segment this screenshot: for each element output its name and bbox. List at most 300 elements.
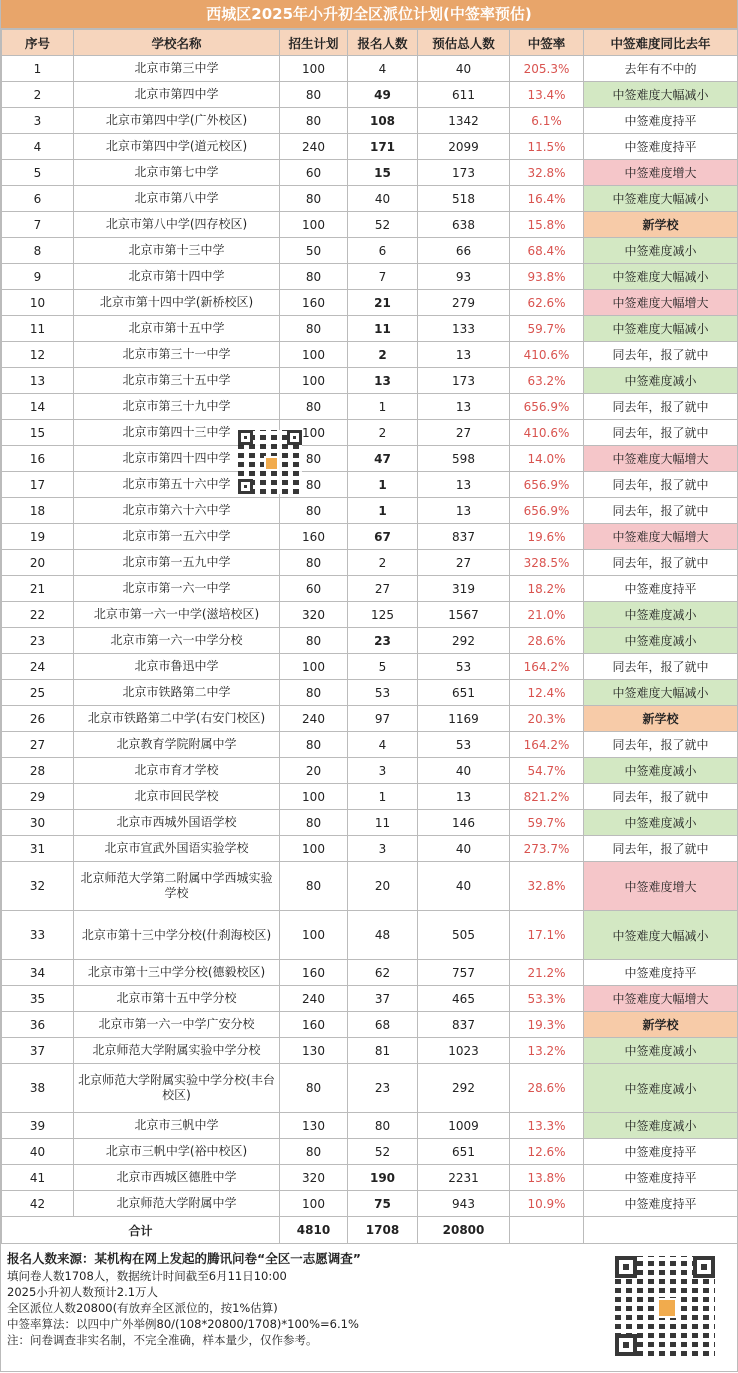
row-apply: 11 [348, 316, 418, 342]
row-diff: 同去年，报了就中 [584, 732, 738, 758]
row-school-name: 北京市铁路第二中学(右安门校区) [74, 706, 280, 732]
row-school-name: 北京市三帆中学 [74, 1113, 280, 1139]
row-no: 9 [2, 264, 74, 290]
row-school-name: 北京市第四中学(道元校区) [74, 134, 280, 160]
table-row [2, 1113, 738, 1139]
row-rate: 410.6% [510, 420, 584, 446]
row-est: 13 [418, 498, 510, 524]
row-no: 40 [2, 1139, 74, 1165]
row-plan: 100 [280, 342, 348, 368]
col-header-rate: 中签率 [510, 30, 584, 56]
row-no: 33 [2, 911, 74, 960]
row-school-name: 北京教育学院附属中学 [74, 732, 280, 758]
page-title: 西城区2025年小升初全区派位计划(中签率预估) [1, 0, 737, 29]
row-plan: 240 [280, 986, 348, 1012]
row-school-name: 北京市第八中学(四存校区) [74, 212, 280, 238]
row-diff: 新学校 [584, 706, 738, 732]
row-est: 27 [418, 420, 510, 446]
table-row [2, 290, 738, 316]
total-row [2, 1217, 738, 1244]
row-diff: 同去年，报了就中 [584, 342, 738, 368]
row-est: 13 [418, 394, 510, 420]
allocation-table [1, 29, 738, 1244]
row-school-name: 北京市第四十三中学 [74, 420, 280, 446]
row-apply: 3 [348, 758, 418, 784]
row-school-name: 北京市第三十九中学 [74, 394, 280, 420]
row-rate: 20.3% [510, 706, 584, 732]
row-rate: 656.9% [510, 498, 584, 524]
row-est: 1169 [418, 706, 510, 732]
row-rate: 10.9% [510, 1191, 584, 1217]
row-school-name: 北京市第五十六中学 [74, 472, 280, 498]
row-no: 25 [2, 680, 74, 706]
notes [1, 1244, 737, 1372]
row-no: 41 [2, 1165, 74, 1191]
row-diff: 中签难度持平 [584, 1165, 738, 1191]
row-diff: 同去年，报了就中 [584, 654, 738, 680]
row-rate: 54.7% [510, 758, 584, 784]
table-row [2, 160, 738, 186]
table-row [2, 706, 738, 732]
row-est: 837 [418, 1012, 510, 1038]
row-apply: 81 [348, 1038, 418, 1064]
row-apply: 75 [348, 1191, 418, 1217]
row-est: 837 [418, 524, 510, 550]
row-diff: 中签难度持平 [584, 960, 738, 986]
row-school-name: 北京市第一六一中学 [74, 576, 280, 602]
row-no: 42 [2, 1191, 74, 1217]
row-apply: 4 [348, 56, 418, 82]
table-row [2, 911, 738, 960]
row-apply: 23 [348, 628, 418, 654]
row-apply: 1 [348, 498, 418, 524]
row-diff: 同去年，报了就中 [584, 394, 738, 420]
row-est: 651 [418, 680, 510, 706]
table-body [2, 56, 738, 1217]
row-apply: 27 [348, 576, 418, 602]
row-diff: 同去年，报了就中 [584, 420, 738, 446]
row-apply: 108 [348, 108, 418, 134]
total-diff-empty [584, 1217, 738, 1244]
row-est: 13 [418, 342, 510, 368]
row-no: 14 [2, 394, 74, 420]
row-school-name: 北京市第六十六中学 [74, 498, 280, 524]
row-est: 2231 [418, 1165, 510, 1191]
row-rate: 21.0% [510, 602, 584, 628]
row-rate: 13.8% [510, 1165, 584, 1191]
row-rate: 28.6% [510, 628, 584, 654]
row-rate: 164.2% [510, 654, 584, 680]
table-row [2, 472, 738, 498]
row-diff: 新学校 [584, 212, 738, 238]
table-row [2, 498, 738, 524]
row-plan: 80 [280, 810, 348, 836]
row-apply: 40 [348, 186, 418, 212]
row-no: 17 [2, 472, 74, 498]
row-plan: 20 [280, 758, 348, 784]
row-school-name: 北京师范大学第二附属中学西城实验学校 [74, 862, 280, 911]
row-est: 465 [418, 986, 510, 1012]
row-est: 40 [418, 56, 510, 82]
row-school-name: 北京师范大学附属中学 [74, 1191, 280, 1217]
row-rate: 164.2% [510, 732, 584, 758]
row-plan: 80 [280, 1139, 348, 1165]
row-rate: 15.8% [510, 212, 584, 238]
row-rate: 53.3% [510, 986, 584, 1012]
row-diff: 中签难度大幅增大 [584, 290, 738, 316]
row-est: 292 [418, 1064, 510, 1113]
row-plan: 50 [280, 238, 348, 264]
row-est: 611 [418, 82, 510, 108]
row-plan: 240 [280, 706, 348, 732]
row-diff: 中签难度持平 [584, 1139, 738, 1165]
row-no: 36 [2, 1012, 74, 1038]
table-row [2, 524, 738, 550]
row-apply: 21 [348, 290, 418, 316]
row-rate: 62.6% [510, 290, 584, 316]
row-apply: 1 [348, 784, 418, 810]
row-est: 40 [418, 862, 510, 911]
row-diff: 同去年，报了就中 [584, 498, 738, 524]
row-school-name: 北京市第十三中学 [74, 238, 280, 264]
row-school-name: 北京市第四中学(广外校区) [74, 108, 280, 134]
row-school-name: 北京市第七中学 [74, 160, 280, 186]
row-rate: 656.9% [510, 394, 584, 420]
row-no: 27 [2, 732, 74, 758]
note-line: 中签率算法：以四中广外举例80/(108*20800/1708)*100%=6.1% [7, 1317, 359, 1331]
table-row [2, 654, 738, 680]
row-plan: 80 [280, 82, 348, 108]
row-apply: 11 [348, 810, 418, 836]
row-rate: 328.5% [510, 550, 584, 576]
row-school-name: 北京市第一五六中学 [74, 524, 280, 550]
row-no: 32 [2, 862, 74, 911]
table-row [2, 758, 738, 784]
row-apply: 125 [348, 602, 418, 628]
row-no: 22 [2, 602, 74, 628]
total-label: 合计 [2, 1217, 280, 1244]
row-plan: 100 [280, 784, 348, 810]
row-est: 292 [418, 628, 510, 654]
row-diff: 中签难度减小 [584, 628, 738, 654]
row-plan: 80 [280, 264, 348, 290]
row-plan: 130 [280, 1038, 348, 1064]
table-row [2, 576, 738, 602]
total-rate-empty [510, 1217, 584, 1244]
row-diff: 中签难度增大 [584, 862, 738, 911]
row-plan: 80 [280, 108, 348, 134]
table-row [2, 1038, 738, 1064]
row-rate: 19.3% [510, 1012, 584, 1038]
row-rate: 17.1% [510, 911, 584, 960]
row-plan: 80 [280, 186, 348, 212]
row-rate: 93.8% [510, 264, 584, 290]
row-no: 15 [2, 420, 74, 446]
row-apply: 68 [348, 1012, 418, 1038]
table-row [2, 550, 738, 576]
row-plan: 100 [280, 836, 348, 862]
source-note: 报名人数来源：某机构在网上发起的腾讯问卷“全区一志愿调查” [7, 1251, 361, 1266]
row-plan: 160 [280, 1012, 348, 1038]
row-rate: 13.2% [510, 1038, 584, 1064]
row-rate: 273.7% [510, 836, 584, 862]
table-row [2, 1139, 738, 1165]
row-school-name: 北京市第八中学 [74, 186, 280, 212]
header-row [2, 30, 738, 56]
row-apply: 6 [348, 238, 418, 264]
row-school-name: 北京市育才学校 [74, 758, 280, 784]
row-apply: 13 [348, 368, 418, 394]
row-est: 1023 [418, 1038, 510, 1064]
row-diff: 中签难度减小 [584, 1064, 738, 1113]
row-apply: 49 [348, 82, 418, 108]
row-school-name: 北京市第三十一中学 [74, 342, 280, 368]
table-row [2, 1064, 738, 1113]
row-apply: 80 [348, 1113, 418, 1139]
row-no: 3 [2, 108, 74, 134]
row-no: 35 [2, 986, 74, 1012]
col-header-no: 序号 [2, 30, 74, 56]
table-row [2, 394, 738, 420]
row-no: 6 [2, 186, 74, 212]
row-plan: 80 [280, 394, 348, 420]
total-apply: 1708 [348, 1217, 418, 1244]
row-diff: 中签难度减小 [584, 1038, 738, 1064]
row-rate: 28.6% [510, 1064, 584, 1113]
row-plan: 100 [280, 56, 348, 82]
table-row [2, 316, 738, 342]
table-row [2, 1191, 738, 1217]
row-plan: 60 [280, 160, 348, 186]
row-plan: 320 [280, 602, 348, 628]
col-header-est: 预估总人数 [418, 30, 510, 56]
row-est: 53 [418, 654, 510, 680]
row-plan: 240 [280, 134, 348, 160]
table-row [2, 264, 738, 290]
row-est: 598 [418, 446, 510, 472]
row-diff: 中签难度减小 [584, 810, 738, 836]
row-diff: 中签难度减小 [584, 758, 738, 784]
row-diff: 同去年，报了就中 [584, 472, 738, 498]
row-est: 2099 [418, 134, 510, 160]
row-diff: 中签难度持平 [584, 108, 738, 134]
row-apply: 53 [348, 680, 418, 706]
row-est: 518 [418, 186, 510, 212]
row-diff: 中签难度持平 [584, 1191, 738, 1217]
row-diff: 中签难度持平 [584, 576, 738, 602]
row-school-name: 北京市宣武外国语实验学校 [74, 836, 280, 862]
row-apply: 37 [348, 986, 418, 1012]
row-diff: 中签难度大幅减小 [584, 316, 738, 342]
row-school-name: 北京市第十三中学分校(德毅校区) [74, 960, 280, 986]
row-est: 146 [418, 810, 510, 836]
row-est: 13 [418, 784, 510, 810]
row-est: 1009 [418, 1113, 510, 1139]
row-rate: 21.2% [510, 960, 584, 986]
row-school-name: 北京市第一五九中学 [74, 550, 280, 576]
row-apply: 23 [348, 1064, 418, 1113]
row-est: 27 [418, 550, 510, 576]
row-apply: 52 [348, 212, 418, 238]
row-diff: 中签难度减小 [584, 238, 738, 264]
row-no: 38 [2, 1064, 74, 1113]
row-apply: 5 [348, 654, 418, 680]
row-plan: 100 [280, 1191, 348, 1217]
row-rate: 13.4% [510, 82, 584, 108]
row-school-name: 北京师范大学附属实验中学分校 [74, 1038, 280, 1064]
row-plan: 100 [280, 654, 348, 680]
qr-code-icon [615, 1256, 715, 1356]
row-est: 279 [418, 290, 510, 316]
table-row [2, 602, 738, 628]
row-rate: 59.7% [510, 316, 584, 342]
row-diff: 中签难度大幅减小 [584, 911, 738, 960]
row-no: 20 [2, 550, 74, 576]
row-no: 24 [2, 654, 74, 680]
row-school-name: 北京市第三中学 [74, 56, 280, 82]
table-row [2, 56, 738, 82]
row-est: 1342 [418, 108, 510, 134]
table-row [2, 342, 738, 368]
row-rate: 32.8% [510, 160, 584, 186]
table-row [2, 134, 738, 160]
row-plan: 160 [280, 960, 348, 986]
row-diff: 中签难度持平 [584, 134, 738, 160]
table-row [2, 1012, 738, 1038]
row-rate: 12.6% [510, 1139, 584, 1165]
row-plan: 80 [280, 472, 348, 498]
row-no: 19 [2, 524, 74, 550]
row-plan: 320 [280, 1165, 348, 1191]
row-est: 133 [418, 316, 510, 342]
row-plan: 80 [280, 862, 348, 911]
row-no: 39 [2, 1113, 74, 1139]
row-apply: 15 [348, 160, 418, 186]
row-rate: 12.4% [510, 680, 584, 706]
row-school-name: 北京市第四十四中学 [74, 446, 280, 472]
row-plan: 100 [280, 212, 348, 238]
row-no: 37 [2, 1038, 74, 1064]
row-rate: 656.9% [510, 472, 584, 498]
row-school-name: 北京市铁路第二中学 [74, 680, 280, 706]
table-row [2, 862, 738, 911]
row-no: 18 [2, 498, 74, 524]
row-no: 26 [2, 706, 74, 732]
row-no: 11 [2, 316, 74, 342]
row-school-name: 北京市第三十五中学 [74, 368, 280, 394]
row-apply: 52 [348, 1139, 418, 1165]
row-plan: 80 [280, 446, 348, 472]
row-apply: 97 [348, 706, 418, 732]
row-plan: 100 [280, 420, 348, 446]
row-school-name: 北京市鲁迅中学 [74, 654, 280, 680]
row-no: 31 [2, 836, 74, 862]
col-header-school: 学校名称 [74, 30, 280, 56]
row-diff: 同去年，报了就中 [584, 836, 738, 862]
row-no: 23 [2, 628, 74, 654]
row-no: 8 [2, 238, 74, 264]
row-est: 651 [418, 1139, 510, 1165]
row-diff: 中签难度减小 [584, 1113, 738, 1139]
row-plan: 80 [280, 1064, 348, 1113]
row-plan: 160 [280, 290, 348, 316]
row-apply: 2 [348, 420, 418, 446]
row-est: 638 [418, 212, 510, 238]
row-est: 173 [418, 368, 510, 394]
table-row [2, 784, 738, 810]
row-apply: 4 [348, 732, 418, 758]
row-diff: 去年有不中的 [584, 56, 738, 82]
row-rate: 63.2% [510, 368, 584, 394]
row-plan: 100 [280, 368, 348, 394]
row-rate: 11.5% [510, 134, 584, 160]
row-rate: 13.3% [510, 1113, 584, 1139]
row-rate: 16.4% [510, 186, 584, 212]
row-school-name: 北京市三帆中学(裕中校区) [74, 1139, 280, 1165]
row-school-name: 北京师范大学附属实验中学分校(丰台校区) [74, 1064, 280, 1113]
row-est: 53 [418, 732, 510, 758]
row-diff: 中签难度大幅减小 [584, 82, 738, 108]
row-diff: 中签难度大幅增大 [584, 446, 738, 472]
row-est: 319 [418, 576, 510, 602]
row-apply: 48 [348, 911, 418, 960]
row-apply: 47 [348, 446, 418, 472]
note-line: 全区派位人数20800(有放弃全区派位的，按1%估算) [7, 1301, 278, 1315]
row-school-name: 北京市第一六一中学分校 [74, 628, 280, 654]
row-no: 16 [2, 446, 74, 472]
row-school-name: 北京市第一六一中学广安分校 [74, 1012, 280, 1038]
row-est: 505 [418, 911, 510, 960]
row-no: 13 [2, 368, 74, 394]
row-school-name: 北京市第十五中学 [74, 316, 280, 342]
row-diff: 中签难度大幅减小 [584, 680, 738, 706]
table-row [2, 986, 738, 1012]
col-header-apply: 报名人数 [348, 30, 418, 56]
row-rate: 32.8% [510, 862, 584, 911]
row-apply: 190 [348, 1165, 418, 1191]
row-est: 13 [418, 472, 510, 498]
row-school-name: 北京市第十三中学分校(什刹海校区) [74, 911, 280, 960]
row-est: 757 [418, 960, 510, 986]
row-diff: 中签难度减小 [584, 602, 738, 628]
row-plan: 80 [280, 550, 348, 576]
row-diff: 中签难度大幅增大 [584, 986, 738, 1012]
row-rate: 14.0% [510, 446, 584, 472]
row-school-name: 北京市第十四中学(新桥校区) [74, 290, 280, 316]
row-plan: 100 [280, 911, 348, 960]
row-apply: 3 [348, 836, 418, 862]
col-header-plan: 招生计划 [280, 30, 348, 56]
row-school-name: 北京市第十五中学分校 [74, 986, 280, 1012]
row-est: 40 [418, 836, 510, 862]
row-no: 21 [2, 576, 74, 602]
row-school-name: 北京市回民学校 [74, 784, 280, 810]
row-apply: 20 [348, 862, 418, 911]
table-row [2, 238, 738, 264]
row-apply: 67 [348, 524, 418, 550]
row-plan: 80 [280, 628, 348, 654]
note-line: 填问卷人数1708人，数据统计时间截至6月11日10:00 [7, 1269, 287, 1283]
row-diff: 中签难度增大 [584, 160, 738, 186]
table-row [2, 82, 738, 108]
row-est: 93 [418, 264, 510, 290]
row-no: 29 [2, 784, 74, 810]
row-no: 30 [2, 810, 74, 836]
row-est: 173 [418, 160, 510, 186]
row-school-name: 北京市西城外国语学校 [74, 810, 280, 836]
row-school-name: 北京市西城区德胜中学 [74, 1165, 280, 1191]
row-no: 5 [2, 160, 74, 186]
